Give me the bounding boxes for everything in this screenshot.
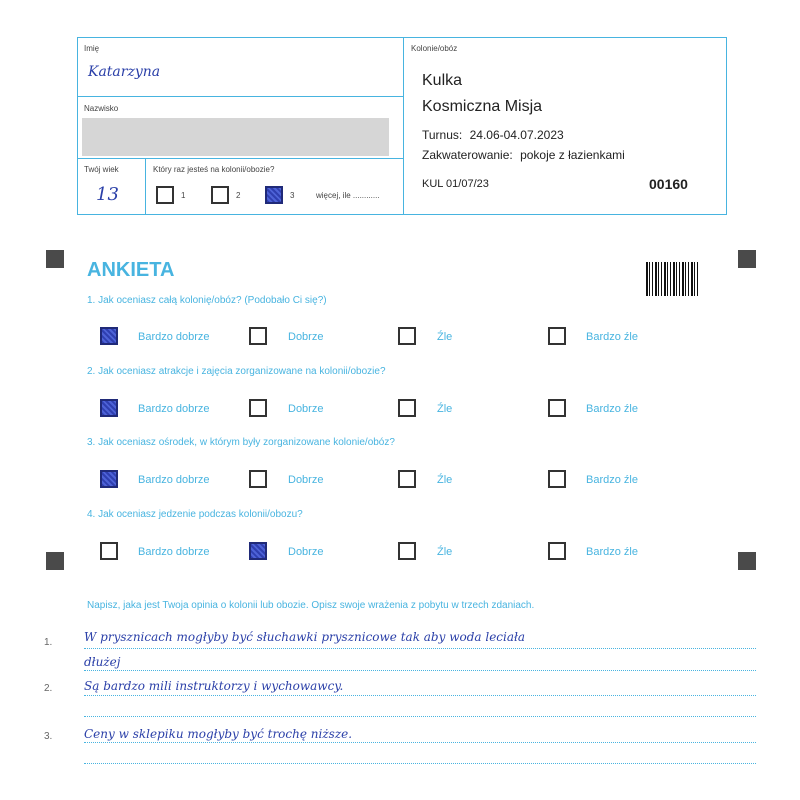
nazwisko-redacted: [82, 118, 389, 156]
zakwaterowanie-label: Zakwaterowanie:: [422, 148, 513, 162]
ktory-raz-checkbox-3[interactable]: [265, 186, 283, 204]
q3-label-dobrze: Dobrze: [288, 474, 324, 486]
form-code: KUL 01/07/23: [422, 178, 489, 190]
header-box: [77, 37, 727, 215]
kolonie-program: Kosmiczna Misja: [422, 98, 543, 115]
q4-checkbox-dobrze[interactable]: [249, 542, 267, 560]
zakwaterowanie-value: pokoje z łazienkami: [520, 148, 625, 162]
answer-3-number: 3.: [44, 731, 53, 742]
page-title: ANKIETA: [87, 259, 175, 281]
q3-label-bardzo-dobrze: Bardzo dobrze: [138, 474, 210, 486]
q2-checkbox-dobrze[interactable]: [249, 399, 267, 417]
q4-label-zle: Źle: [437, 546, 453, 558]
header-divider-v2: [145, 158, 146, 214]
q2-label-bardzo-dobrze: Bardzo dobrze: [138, 403, 210, 415]
ktory-raz-checkbox-2[interactable]: [211, 186, 229, 204]
wiek-label: Twój wiek: [84, 165, 119, 174]
registration-marker-bottom-right: [738, 552, 756, 570]
imie-value: Katarzyna: [88, 64, 161, 80]
registration-marker-top-right: [738, 250, 756, 268]
header-divider-h2: [78, 158, 403, 159]
q2-checkbox-bardzo-dobrze[interactable]: [100, 399, 118, 417]
answer-3-rule-1: [84, 742, 756, 743]
header-divider-vertical: [403, 38, 404, 214]
answer-2-line-1: Są bardzo mili instruktorzy i wychowawcy.: [84, 679, 344, 693]
q2-label-bardzo-zle: Bardzo źle: [586, 403, 638, 415]
nazwisko-label: Nazwisko: [84, 104, 119, 113]
question-3: 3. Jak oceniasz ośrodek, w którym były zorganizowane kolonie/obóz?: [87, 437, 395, 448]
q1-checkbox-dobrze[interactable]: [249, 327, 267, 345]
kolonie-name: Kulka: [422, 72, 463, 89]
q1-label-bardzo-zle: Bardzo źle: [586, 331, 638, 343]
header-divider-h1: [78, 96, 403, 97]
q3-checkbox-bardzo-dobrze[interactable]: [100, 470, 118, 488]
question-2: 2. Jak oceniasz atrakcje i zajęcia zorganizowane na kolonii/obozie?: [87, 366, 386, 377]
wiek-value: 13: [96, 184, 119, 205]
q3-label-zle: Źle: [437, 474, 453, 486]
q1-checkbox-zle[interactable]: [398, 327, 416, 345]
question-1: 1. Jak oceniasz całą kolonię/obóz? (Podobało Ci się?): [87, 295, 327, 306]
q1-label-dobrze: Dobrze: [288, 331, 324, 343]
turnus-value: 24.06-04.07.2023: [469, 128, 564, 142]
q3-checkbox-bardzo-zle[interactable]: [548, 470, 566, 488]
ktory-raz-label: Który raz jesteś na kolonii/obozie?: [153, 165, 275, 174]
ktory-raz-option-1: 1: [181, 191, 186, 200]
q4-label-bardzo-dobrze: Bardzo dobrze: [138, 546, 210, 558]
q1-checkbox-bardzo-dobrze[interactable]: [100, 327, 118, 345]
answer-1-rule-2: [84, 670, 756, 671]
q2-label-zle: Źle: [437, 403, 453, 415]
answer-1-number: 1.: [44, 637, 53, 648]
q3-label-bardzo-zle: Bardzo źle: [586, 474, 638, 486]
barcode-icon: [646, 262, 700, 296]
q3-checkbox-zle[interactable]: [398, 470, 416, 488]
q4-label-dobrze: Dobrze: [288, 546, 324, 558]
answer-1-line-2: dłużej: [84, 655, 121, 669]
ktory-raz-option-more: więcej, ile ............: [316, 191, 380, 200]
turnus: [422, 128, 564, 142]
answer-3-rule-2: [84, 763, 756, 764]
answer-2-rule-2: [84, 716, 756, 717]
q2-checkbox-bardzo-zle[interactable]: [548, 399, 566, 417]
ktory-raz-option-2: 2: [236, 191, 241, 200]
ktory-raz-option-3: 3: [290, 191, 295, 200]
q4-checkbox-bardzo-dobrze[interactable]: [100, 542, 118, 560]
q1-label-zle: Źle: [437, 331, 453, 343]
answer-1-rule-1: [84, 648, 756, 649]
answer-2-number: 2.: [44, 683, 53, 694]
answer-1-line-1: W prysznicach mogłyby być słuchawki prysznicowe tak aby woda leciała: [84, 630, 526, 644]
ktory-raz-checkbox-1[interactable]: [156, 186, 174, 204]
form-number: 00160: [649, 176, 688, 192]
q4-label-bardzo-zle: Bardzo źle: [586, 546, 638, 558]
kolonie-label: Kolonie/obóz: [411, 44, 458, 53]
registration-marker-top-left: [46, 250, 64, 268]
q3-checkbox-dobrze[interactable]: [249, 470, 267, 488]
q2-label-dobrze: Dobrze: [288, 403, 324, 415]
turnus-label: Turnus:: [422, 128, 463, 142]
zakwaterowanie: [422, 148, 625, 162]
q1-checkbox-bardzo-zle[interactable]: [548, 327, 566, 345]
q4-checkbox-zle[interactable]: [398, 542, 416, 560]
opinion-prompt: Napisz, jaka jest Twoja opinia o kolonii lub obozie. Opisz swoje wrażenia z pobytu w trzech zdaniach.: [87, 600, 535, 611]
q1-label-bardzo-dobrze: Bardzo dobrze: [138, 331, 210, 343]
answer-3-line-1: Ceny w sklepiku mogłyby być trochę niższe.: [84, 727, 353, 741]
q4-checkbox-bardzo-zle[interactable]: [548, 542, 566, 560]
question-4: 4. Jak oceniasz jedzenie podczas kolonii/obozu?: [87, 509, 303, 520]
imie-label: Imię: [84, 44, 100, 53]
registration-marker-bottom-left: [46, 552, 64, 570]
answer-2-rule-1: [84, 695, 756, 696]
q2-checkbox-zle[interactable]: [398, 399, 416, 417]
